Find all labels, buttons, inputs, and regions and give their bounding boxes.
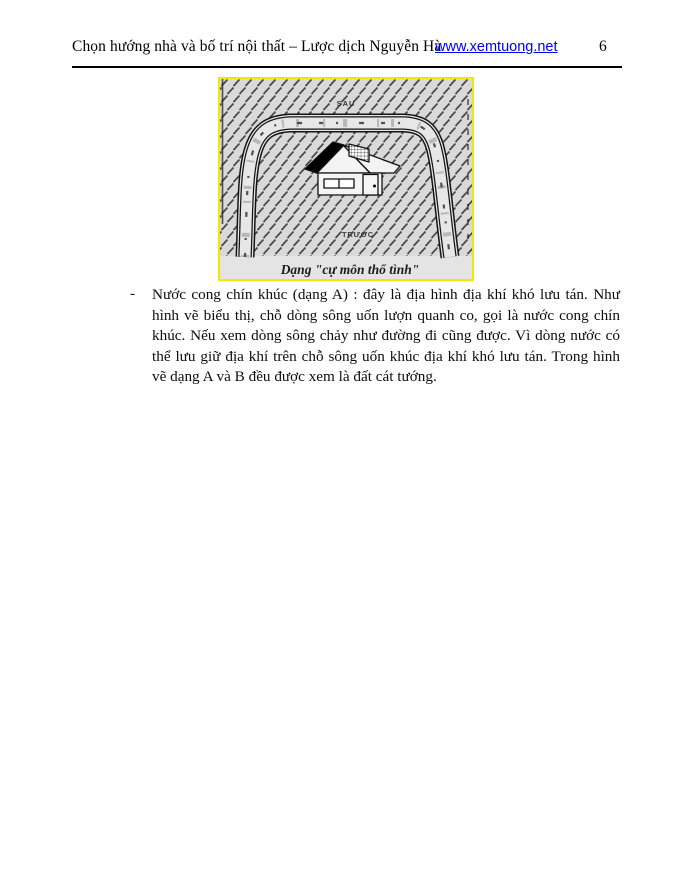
list-dash: - xyxy=(130,285,136,302)
paragraph-block xyxy=(130,285,622,388)
paragraph-text: Nước cong chín khúc (dạng A) : đây là địa hình địa khí khó lưu tán. Như hình vẽ biểu thị, chỗ dòng sông uốn lượn quanh co, gọi là nước cong chín khúc. Nếu xem dòng sông chảy như đường đi cũng được. Vì dòng nước có thể lưu giữ địa khí trên chỗ sông uốn khúc địa khí khó lưu tán. Trong hình vẽ dạng A và B đều được xem là đất cát tướng. xyxy=(152,286,620,386)
figure-cu-mon-tho-tinh xyxy=(218,77,474,281)
figure-caption: Dạng "cự môn thổ tình" xyxy=(280,262,420,277)
door-knob xyxy=(373,185,376,188)
header-link[interactable]: www.xemtuong.net xyxy=(435,39,558,55)
header-rule xyxy=(72,66,622,68)
header-title: Chọn hướng nhà và bố trí nội thất – Lược dịch Nguyễn Hà xyxy=(72,38,442,55)
page-number: 6 xyxy=(599,38,607,55)
front-label: TRƯỚC xyxy=(341,230,375,239)
house-door xyxy=(363,175,378,196)
back-label: SAU xyxy=(336,99,356,108)
site-diagram xyxy=(220,79,472,279)
